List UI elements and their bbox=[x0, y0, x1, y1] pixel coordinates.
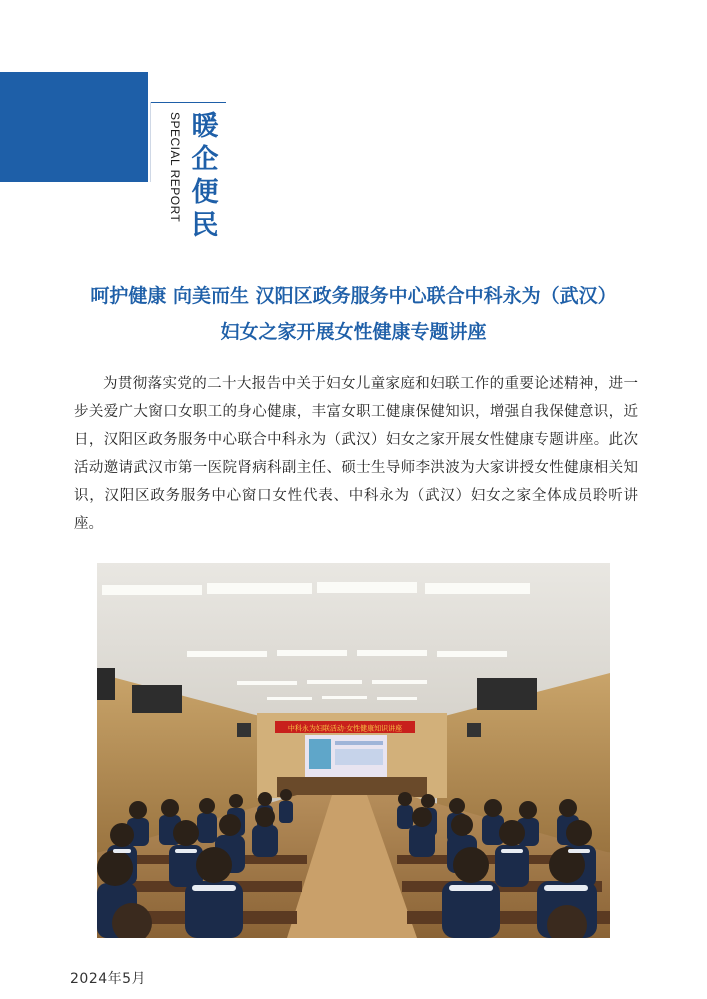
header-divider bbox=[150, 102, 151, 182]
photo-banner-text: 中科永为妇联活动·女性健康知识讲座 bbox=[287, 724, 403, 733]
article-headline bbox=[40, 278, 667, 350]
publication-date: 2024年5月 bbox=[70, 971, 147, 987]
header-rule bbox=[150, 102, 226, 103]
headline-line-1: 呵护健康 向美而生 汉阳区政务服务中心联合中科永为（武汉） bbox=[90, 285, 617, 307]
lecture-photo bbox=[97, 563, 610, 938]
article-body: 为贯彻落实党的二十大报告中关于妇女儿童家庭和妇联工作的重要论述精神，进一步关爱广大窗口女职工的身心健康，丰富女职工健康保健知识，增强自我保健意识，近日，汉阳区政务服务中心联合中科永为（武汉）妇女之家开展女性健康专题讲座。此次活动邀请武汉市第一医院肾病科副主任、硕士生导师李洪波为大家讲授女性健康相关知识，汉阳区政务服务中心窗口女性代表、中科永为（武汉）妇女之家全体成员聆听讲座。 bbox=[74, 376, 638, 532]
special-report-label: SPECIAL REPORT bbox=[168, 112, 182, 223]
headline-line-2: 妇女之家开展女性健康专题讲座 bbox=[220, 321, 487, 343]
section-title: 暖企便民 bbox=[191, 111, 219, 241]
header-blue-block bbox=[0, 72, 148, 182]
